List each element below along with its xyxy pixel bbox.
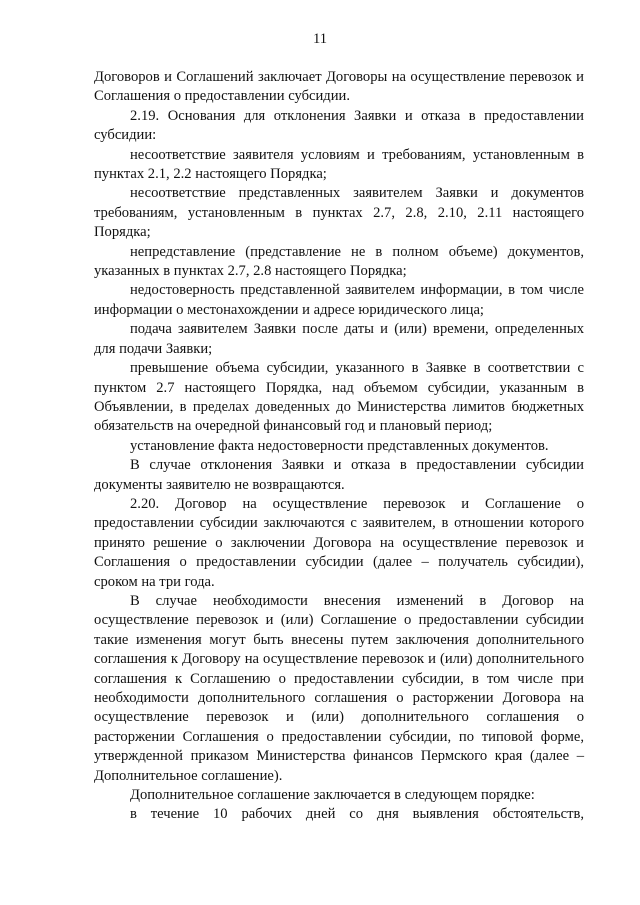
paragraph-2-20: 2.20. Договор на осуществление перевозок и Соглашение о предоставлении субсидии заключаются с заявителем, в отношении которого принято решение о заключении Договора на осуществление перевозок и Соглашения о предоставлении субсидии (далее – получатель субсидии), сроком на три года. [94,495,584,590]
document-body [94,68,584,825]
paragraph-2-19-heading: 2.19. Основания для отклонения Заявки и отказа в предоставлении субсидии: [94,107,584,144]
paragraph-continuation: Договоров и Соглашений заключает Договоры на осуществление перевозок и Соглашения о предоставлении субсидии. [94,69,584,105]
list-item-unreliable-info: недостоверность представленной заявителем информации, в том числе информации о местонахождении и адресе юридического лица; [94,282,584,318]
list-item-subsidy-excess: превышение объема субсидии, указанного в Заявке в соответствии с пунктом 2.7 настоящего Порядка, над объемом субсидии, указанным в Объявлении, в пределах доведенных до Министерства лимитов бюджетных обязательств на очередной финансовый год и плановый период; [94,360,584,435]
page-number: 11 [312,31,328,47]
paragraph-additional-agreement-order: Дополнительное соглашение заключается в следующем порядке: [130,787,535,804]
list-item-unreliable-documents: установление факта недостоверности представленных документов. [130,437,549,454]
list-item-late-submission: подача заявителем Заявки после даты и (или) времени, определенных для подачи Заявки; [94,321,584,357]
paragraph-amendments: В случае необходимости внесения изменений в Договор на осуществление перевозок и (или) Соглашение о предоставлении субсидии такие изменения могут быть внесены путем заключения дополнительного соглашения к Договору на осуществление перевозок и (или) дополнительного соглашения к Соглашению о предоставлении субсидии, в том числе при необходимости дополнительного соглашения о расторжении Договора на осуществление перевозок и (или) дополнительного соглашения о расторжении Соглашения о предоставлении субсидии, по типовой форме, утвержденной приказом Министерства финансов Пермского края (далее – Дополнительное соглашение). [94,592,584,784]
paragraph-ten-working-days: в течение 10 рабочих дней со дня выявления обстоятельств, [130,806,584,823]
paragraph-documents-not-returned: В случае отклонения Заявки и отказа в предоставлении субсидии документы заявителю не возвращаются. [94,457,584,493]
list-item-nonconformity-documents: несоответствие представленных заявителем Заявки и документов требованиям, установленным в пунктах 2.7, 2.8, 2.10, 2.11 настоящего Порядка; [94,185,584,241]
list-item-nonconformity-applicant: несоответствие заявителя условиям и требованиям, установленным в пунктах 2.1, 2.2 настоящего Порядка; [94,146,584,183]
list-item-nonsubmission: непредставление (представление не в полном объеме) документов, указанных в пунктах 2.7, 2.8 настоящего Порядка; [94,243,584,280]
